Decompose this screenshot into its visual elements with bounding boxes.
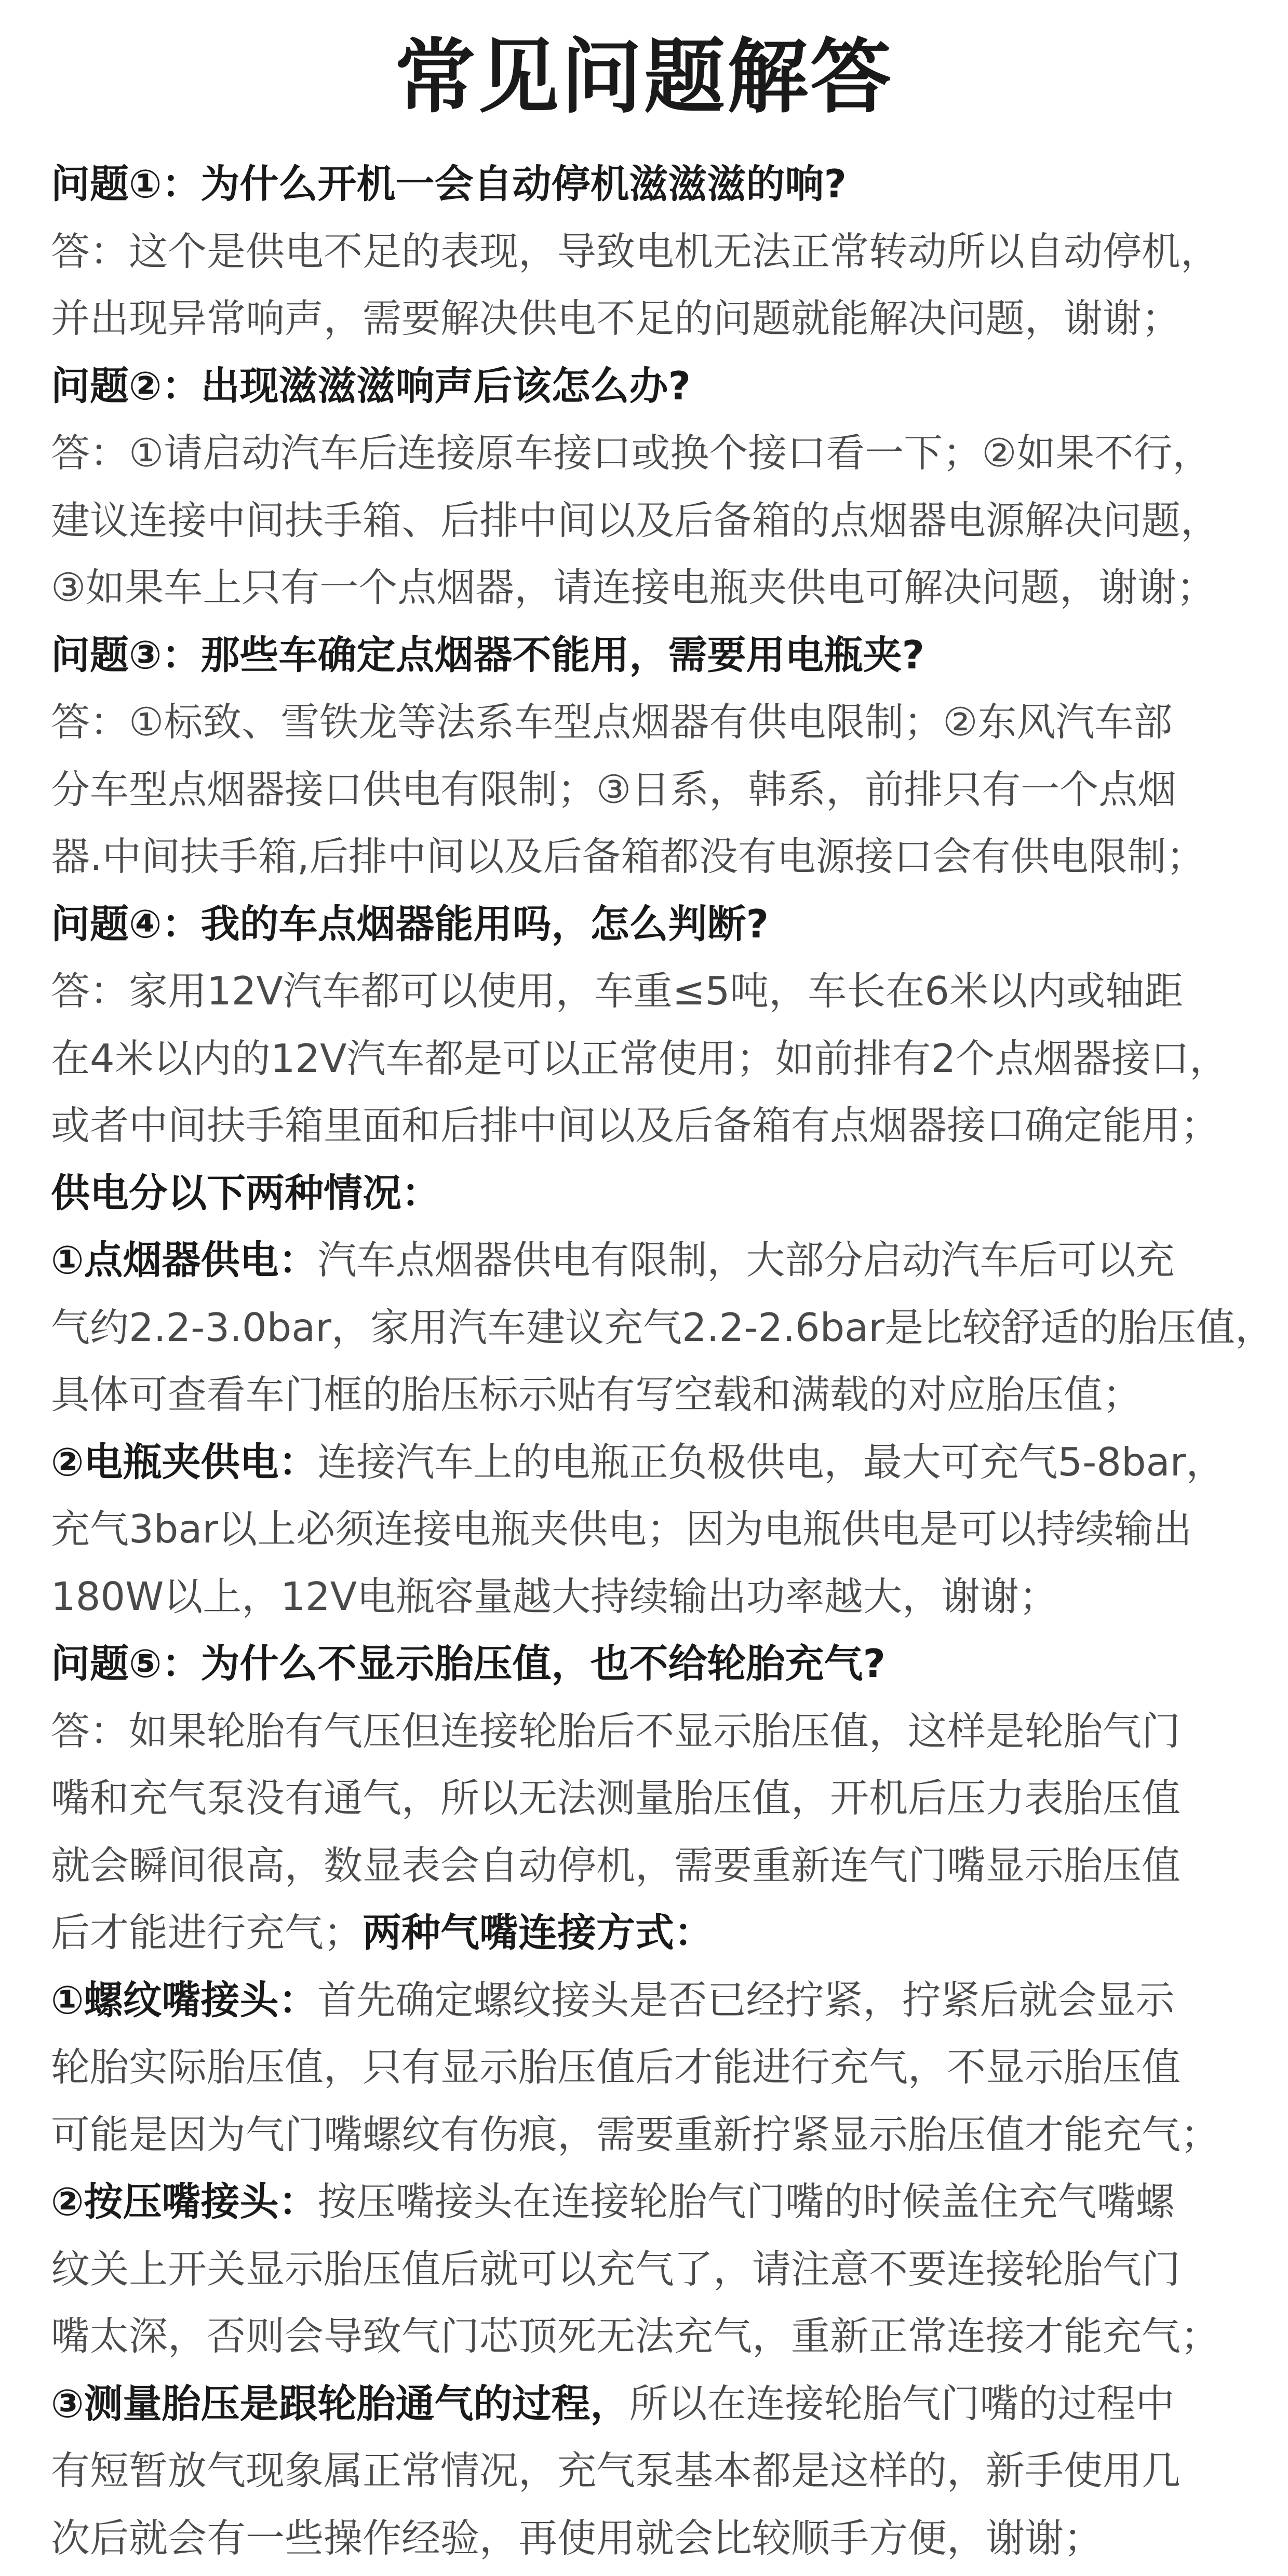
- faq-line: [51, 622, 1288, 689]
- faq-line: [51, 420, 1288, 487]
- faq-line: [51, 1563, 1288, 1631]
- faq-body-text: 答：①请启动汽车后连接原车接口或换个接口看一下；②如果不行，: [51, 430, 1212, 476]
- faq-body-text: 点烟器接口供电有限制；: [168, 766, 597, 812]
- faq-body-text: 180W以上，12V电瓶容量越大持续输出功率越大，谢谢；: [51, 1573, 1058, 1619]
- faq-line: [51, 1361, 1288, 1429]
- faq-line: [51, 1025, 1288, 1093]
- faq-line: [51, 554, 1288, 622]
- faq-body-text: 分车型: [51, 766, 168, 812]
- faq-heading-text: 问题①：为什么开机一会自动停机滋滋滋的响?: [51, 161, 847, 207]
- faq-line: [51, 151, 1288, 218]
- faq-body-text: 后才能进行充气；: [51, 1910, 363, 1955]
- faq-line: [51, 1429, 1288, 1496]
- faq-body-text: 纹关上开关显示胎压值后就可以充气了，请注意不要连接轮胎气门: [51, 2246, 1181, 2292]
- faq-body-text: 首先确定螺纹接头是否已经拧紧，拧紧后就会显示: [317, 1977, 1175, 2023]
- faq-line: [51, 285, 1288, 353]
- faq-line: [51, 958, 1288, 1025]
- faq-line: [51, 2101, 1288, 2169]
- faq-body-text: 答：这个是供电不足的表现，导致电机无法正常转动所以自动停机，: [51, 228, 1220, 274]
- faq-body-text: 建议连接中间扶手箱、后排中间以及后备箱的点烟器电源解决问题，: [51, 497, 1220, 543]
- faq-body-text: 汽车点烟器供电有限制，大部分启动汽车后可以充: [317, 1237, 1175, 1283]
- faq-body-text: 答：家用12V汽车都可以使用，车重≤5吨，车长在6米以内或轴距: [51, 968, 1184, 1014]
- faq-line: [51, 2236, 1288, 2303]
- faq-line: [51, 891, 1288, 958]
- faq-line: [51, 1160, 1288, 1227]
- faq-body-text: 所以在连接轮胎气门嘴的过程中: [629, 2380, 1175, 2426]
- faq-heading-text: 问题⑤：为什么不显示胎压值，也不给轮胎充气?: [51, 1641, 886, 1686]
- faq-line: [51, 1765, 1288, 1832]
- faq-body-text: 点烟器有供电限制；: [592, 699, 943, 745]
- faq-line: [51, 1967, 1288, 2034]
- faq-body-text: 嘴太深，否则会导致气门芯顶死无法充气，重新正常连接才能充气；: [51, 2313, 1220, 2359]
- page-title: 常见问题解答: [395, 30, 893, 124]
- faq-line: [51, 487, 1288, 555]
- faq-line: [51, 2303, 1288, 2370]
- faq-heading-text: ①螺纹嘴接头：: [51, 1977, 318, 2023]
- faq-line: [51, 1832, 1288, 1900]
- faq-line: [51, 1698, 1288, 1765]
- faq-heading-text: 问题②：出现滋滋滋响声后该怎么办?: [51, 363, 691, 409]
- faq-body-text: 充气3bar以上必须连接电瓶夹供电；因为电瓶供电是可以持续输出: [51, 1506, 1192, 1552]
- faq-line: [51, 1294, 1288, 1362]
- faq-body-text: ③日系，韩系，前排只有一个点烟: [596, 766, 1177, 812]
- faq-heading-text: 问题③：那些车确定点烟器不能用，需要用电瓶夹?: [51, 632, 925, 678]
- faq-body-text: ③如果车上只有一个点烟器，请连接电瓶夹供电可解决问题，谢谢；: [51, 565, 1216, 610]
- faq-heading-text: ②按压嘴接头：: [51, 2179, 318, 2224]
- faq-body-text: 嘴和充气泵没有通气，所以无法测量胎压值，开机后压力表胎压值: [51, 1775, 1181, 1821]
- faq-body-text: 器.中间扶手箱,后排中间以及后备箱都没有电源接口会有供电限制；: [51, 834, 1205, 879]
- faq-line: [51, 1496, 1288, 1563]
- faq-body-text: 按压嘴接头在连接轮胎气门嘴的时候盖住充气嘴螺: [317, 2179, 1175, 2224]
- faq-line: [51, 2505, 1288, 2572]
- faq-body-text: 或者中间扶手箱里面和后排中间以及后备箱有点烟器接口确定能用；: [51, 1103, 1220, 1148]
- faq-body-text: 轮胎实际胎压值，只有显示胎压值后才能进行充气，不显示胎压值: [51, 2044, 1181, 2090]
- faq-content: [51, 151, 1288, 2572]
- faq-body-text: 可能是因为气门嘴螺纹有伤痕，需要重新拧紧显示胎压值才能充气；: [51, 2111, 1220, 2157]
- faq-line: [51, 1092, 1288, 1160]
- faq-body-text: 并出现异常响声，需要解决供电不足的问题就能解决问题，谢谢；: [51, 296, 1181, 341]
- faq-line: [51, 1899, 1288, 1967]
- faq-line: [51, 823, 1288, 891]
- faq-body-text: 在4米以内的12V汽车都是可以正常使用；如前排有2个点烟器接口，: [51, 1035, 1229, 1081]
- faq-body-text: 有短暂放气现象属正常情况，充气泵基本都是这样的，新手使用几: [51, 2448, 1181, 2493]
- faq-heading-text: 问题④：我的车点烟器能用吗，怎么判断?: [51, 901, 769, 947]
- faq-body-text: 气约2.2-3.0bar，家用汽车建议充气2.2-2.6bar是比较舒适的胎压值，: [51, 1304, 1274, 1350]
- faq-heading-text: 两种气嘴连接方式：: [363, 1910, 714, 1955]
- faq-line: [51, 689, 1288, 756]
- faq-line: [51, 2034, 1288, 2101]
- faq-body-text: 就会瞬间很高，数显表会自动停机，需要重新连气门嘴显示胎压值: [51, 1842, 1181, 1888]
- faq-line: [51, 2168, 1288, 2236]
- faq-line: [51, 353, 1288, 420]
- faq-body-text: ②东风汽车部: [943, 699, 1173, 745]
- faq-heading-text: ②电瓶夹供电：: [51, 1439, 318, 1485]
- faq-body-text: 连接汽车上的电瓶正负极供电，最大可充气5-8bar，: [317, 1439, 1225, 1485]
- faq-body-text: 答：如果轮胎有气压但连接轮胎后不显示胎压值，这样是轮胎气门: [51, 1708, 1181, 1754]
- faq-heading-text: 供电分以下两种情况：: [51, 1170, 441, 1216]
- faq-line: [51, 1227, 1288, 1294]
- faq-heading-text: ①点烟器供电：: [51, 1237, 318, 1283]
- faq-line: [51, 2370, 1288, 2438]
- faq-line: [51, 2437, 1288, 2505]
- faq-body-text: 答：①标致、雪铁龙等法系车型: [51, 699, 593, 745]
- faq-heading-text: ③测量胎压是跟轮胎通气的过程，: [51, 2380, 629, 2426]
- faq-line: [51, 218, 1288, 286]
- faq-body-text: 具体可查看车门框的胎压标示贴有写空载和满载的对应胎压值；: [51, 1372, 1142, 1417]
- faq-line: [51, 756, 1288, 824]
- faq-body-text: 次后就会有一些操作经验，再使用就会比较顺手方便，谢谢；: [51, 2515, 1103, 2561]
- faq-line: [51, 1630, 1288, 1698]
